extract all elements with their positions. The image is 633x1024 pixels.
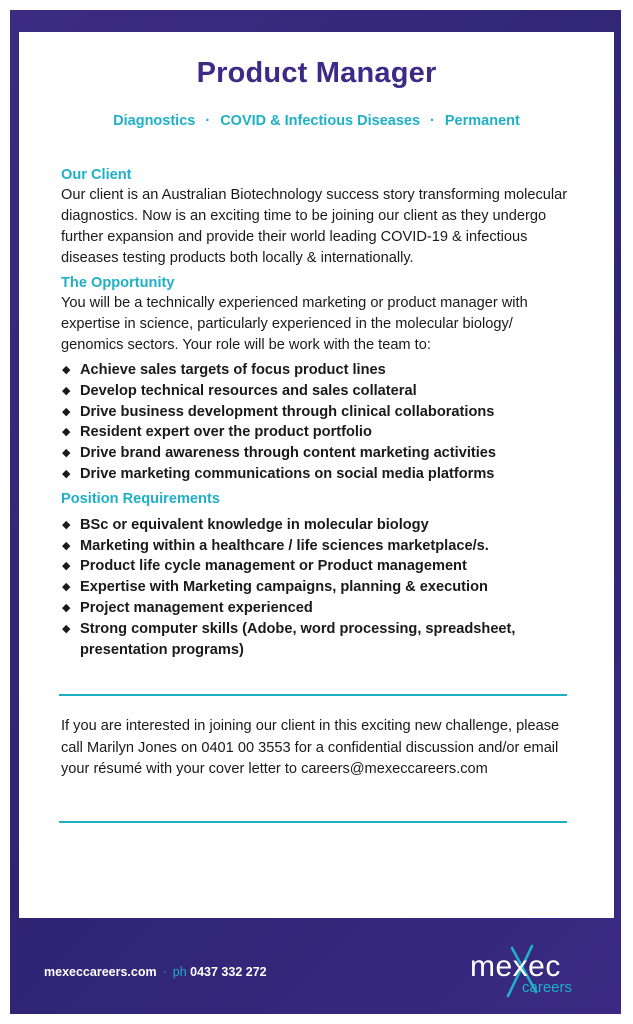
- footer-contact: [44, 965, 267, 979]
- diamond-bullet-icon: ◆: [62, 539, 71, 552]
- list-item: [61, 536, 571, 557]
- footer-website[interactable]: mexeccareers.com: [44, 965, 157, 979]
- diamond-bullet-icon: ◆: [62, 560, 71, 573]
- list-item: [61, 402, 571, 423]
- list-item-text: Drive business development through clinical collaborations: [80, 403, 495, 420]
- footer-phone-label: ph: [172, 965, 187, 979]
- list-item: [61, 422, 571, 443]
- list-item-text: Strong computer skills (Adobe, word processing, spreadsheet, presentation programs): [80, 620, 516, 658]
- list-item: [61, 360, 571, 381]
- list-item: [61, 381, 571, 402]
- opportunity-list: [61, 360, 571, 485]
- list-item: [61, 577, 571, 598]
- footer-separator: ·: [162, 965, 167, 979]
- list-item-text: Drive marketing communications on social media platforms: [80, 465, 495, 482]
- opportunity-text: You will be a technically experienced marketing or product manager with expertise in science, particularly experienced in the molecular biology/ genomics sectors. Your role will be work with the team to:: [61, 295, 528, 353]
- diamond-bullet-icon: ◆: [62, 364, 71, 376]
- client-heading: Our Client: [61, 167, 132, 183]
- list-item: [61, 443, 571, 464]
- list-item: [61, 515, 571, 536]
- diamond-bullet-icon: ◆: [62, 405, 71, 418]
- list-item-text: Achieve sales targets of focus product lines: [80, 362, 386, 378]
- footer-phone[interactable]: 0437 332 272: [190, 965, 267, 979]
- logo-word: mexec: [470, 950, 561, 983]
- list-item-text: Marketing within a healthcare / life sciences marketplace/s.: [80, 537, 489, 554]
- diamond-bullet-icon: ◆: [62, 384, 71, 397]
- list-item-text: Expertise with Marketing campaigns, planning & execution: [80, 579, 488, 596]
- list-item-text: Develop technical resources and sales collateral: [80, 382, 417, 399]
- list-item-text: Resident expert over the product portfolio: [80, 424, 372, 441]
- list-item-text: Project management experienced: [80, 599, 313, 616]
- list-item-text: Drive brand awareness through content marketing activities: [80, 445, 497, 462]
- list-item: [61, 619, 571, 661]
- tag-job-type: Permanent: [444, 113, 520, 129]
- client-text: Our client is an Australian Biotechnology success story transforming molecular diagnostics. Now is an exciting time to be joining our client as they undergo further expansion and provide their world leading COVID-19 & infectious diseases testing products both locally & internationally.: [61, 187, 568, 266]
- logo-sub: careers: [522, 979, 573, 996]
- requirements-list: [61, 515, 571, 661]
- list-item-text: BSc or equivalent knowledge in molecular biology: [80, 516, 429, 533]
- job-title: Product Manager: [196, 57, 437, 89]
- diamond-bullet-icon: ◆: [62, 581, 71, 594]
- tag-category: Diagnostics: [113, 113, 196, 129]
- diamond-bullet-icon: ◆: [62, 601, 71, 614]
- list-item: [61, 464, 571, 485]
- job-description: [61, 165, 571, 664]
- requirements-heading: Position Requirements: [61, 490, 220, 507]
- diamond-bullet-icon: ◆: [62, 622, 71, 635]
- list-item: [61, 556, 571, 577]
- diamond-bullet-icon: ◆: [62, 447, 71, 460]
- diamond-bullet-icon: ◆: [62, 467, 71, 480]
- diamond-bullet-icon: ◆: [62, 426, 71, 439]
- diamond-bullet-icon: ◆: [62, 518, 71, 531]
- opportunity-heading: The Opportunity: [61, 275, 175, 291]
- job-tags: [19, 113, 614, 129]
- divider-top: [59, 694, 567, 696]
- contact-text: If you are interested in joining our client in this exciting new challenge, please call Marilyn Jones on 0401 00 3553 for a confidential discussion and/or email your résumé with your cover letter to careers@mexeccareers.com: [61, 718, 560, 777]
- tag-separator: ·: [430, 113, 435, 129]
- list-item: [61, 598, 571, 619]
- divider-bottom: [59, 821, 567, 823]
- mexec-logo: [466, 940, 596, 1000]
- tag-specialty: COVID & Infectious Diseases: [220, 113, 421, 129]
- tag-separator: ·: [205, 113, 211, 129]
- list-item-text: Product life cycle management or Product management: [80, 558, 467, 575]
